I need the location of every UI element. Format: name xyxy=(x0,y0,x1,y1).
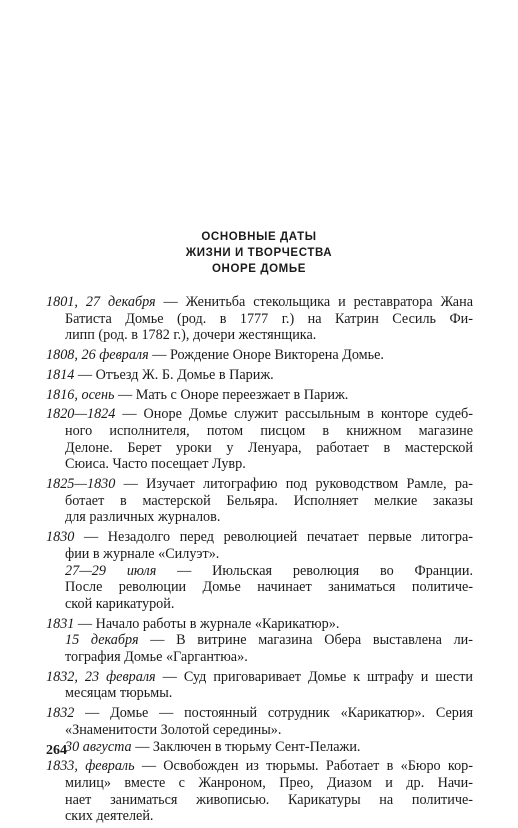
entry-date: 1831 xyxy=(46,615,75,632)
entry-line xyxy=(0,739,518,756)
entry-text: тография Домье «Гаргантюа». xyxy=(65,649,248,666)
entry-text: — Мать с Оноре переезжает в Париж. xyxy=(114,386,349,403)
heading-line-1: ОСНОВНЫЕ ДАТЫ xyxy=(201,231,317,243)
entry-date: 1830 xyxy=(46,529,75,546)
entry-date: 1808, 26 февраля xyxy=(46,347,149,364)
entry-line xyxy=(0,327,518,344)
chronology-list xyxy=(0,294,518,828)
entry-text: липп (род. в 1782 г.), дочери жестянщика. xyxy=(65,327,317,344)
entry-line xyxy=(0,509,518,526)
entry-date: 1833, февраль xyxy=(46,758,135,775)
entry-text: для различных журналов. xyxy=(65,509,221,526)
entry-date: 30 августа xyxy=(65,738,132,755)
chronology-entry xyxy=(0,616,518,666)
entry-text: — Суд приговаривает Домье к штрафу и шести xyxy=(155,668,474,685)
entry-text: — Женитьба стекольщика и реставратора Жана xyxy=(155,294,473,310)
entry-text: ботает в мастерской Бельяра. Исполняет мелкие заказы xyxy=(65,492,473,509)
chronology-heading xyxy=(0,229,518,277)
entry-text: — Освобожден из тюрьмы. Работает в «Бюро кор- xyxy=(134,758,474,775)
chronology-entry xyxy=(0,669,518,702)
chronology-entry xyxy=(0,476,518,526)
entry-text: — Незадолго перед революцией печатает первые литогра- xyxy=(74,529,473,546)
entry-first-line xyxy=(0,294,518,311)
entry-text: — Оноре Домье служит рассыльным в конторе судеб- xyxy=(115,406,473,423)
entry-text: Сюиса. Часто посещает Лувр. xyxy=(65,456,246,473)
entry-text: нает заниматься живописью. Карикатуры на политиче- xyxy=(65,791,473,808)
entry-first-line xyxy=(0,406,518,423)
entry-line xyxy=(0,649,518,666)
entry-date: 15 декабря xyxy=(65,632,139,649)
entry-text: — Июльская революция во Франции. xyxy=(156,562,473,579)
entry-line xyxy=(0,456,518,473)
entry-line xyxy=(0,546,518,563)
entry-first-line xyxy=(0,758,518,775)
heading-line-3: ОНОРЕ ДОМЬЕ xyxy=(212,263,306,275)
entry-first-line xyxy=(0,616,518,633)
page-number: 264 xyxy=(46,743,67,758)
entry-text: — Домье — постоянный сотрудник «Карикатюр». Серия xyxy=(74,705,473,722)
entry-line xyxy=(0,579,518,596)
entry-text: После революции Домье начинает заниматься политиче- xyxy=(65,579,473,596)
entry-first-line xyxy=(0,476,518,493)
entry-first-line xyxy=(0,347,518,364)
entry-date: 1832, 23 февраля xyxy=(46,668,156,685)
heading-line-2: ЖИЗНИ И ТВОРЧЕСТВА xyxy=(185,247,333,259)
entry-text: ских деятелей. xyxy=(65,808,154,825)
entry-text: — Рождение Оноре Викторена Домье. xyxy=(148,347,384,364)
entry-date: 1814 xyxy=(46,366,75,383)
entry-line xyxy=(0,423,518,440)
entry-text: — Заключен в тюрьму Сент-Пелажи. xyxy=(131,738,361,755)
entry-text: месяцам тюрьмы. xyxy=(65,685,173,702)
chronology-entry xyxy=(0,705,518,755)
entry-line xyxy=(0,722,518,739)
chronology-entry xyxy=(0,529,518,613)
entry-date: 27—29 июля xyxy=(65,562,157,579)
entry-text: Делоне. Берет уроки у Ленуара, работает в мастерской xyxy=(65,439,473,456)
chronology-entry xyxy=(0,758,518,825)
entry-line xyxy=(0,775,518,792)
chronology-entry xyxy=(0,387,518,404)
entry-line xyxy=(0,311,518,328)
entry-text: ного исполнителя, потом писцом в книжном магазине xyxy=(65,422,473,439)
entry-first-line xyxy=(0,669,518,686)
entry-line xyxy=(0,792,518,809)
entry-date: 1820—1824 xyxy=(46,406,116,423)
entry-text: Батиста Домье (род. в 1777 г.) на Катрин Сесиль Фи- xyxy=(65,310,473,327)
chronology-entry xyxy=(0,347,518,364)
entry-line xyxy=(0,808,518,825)
entry-first-line xyxy=(0,529,518,546)
entry-text: ской карикатурой. xyxy=(65,595,175,612)
entry-text: — Отъезд Ж. Б. Домье в Париж. xyxy=(74,366,274,383)
entry-text: — Начало работы в журнале «Карикатюр». xyxy=(74,615,340,632)
entry-line xyxy=(0,632,518,649)
entry-date: 1832 xyxy=(46,705,75,722)
entry-first-line xyxy=(0,705,518,722)
entry-text: — В витрине магазина Обера выставлена ли- xyxy=(138,632,473,649)
chronology-entry xyxy=(0,294,518,344)
entry-date: 1816, осень xyxy=(46,386,115,403)
entry-first-line xyxy=(0,367,518,384)
entry-line xyxy=(0,440,518,457)
entry-text: «Знаменитости Золотой середины». xyxy=(65,721,282,738)
entry-text: милиц» вместе с Жанроном, Прео, Диазом и др. Начи- xyxy=(65,774,473,791)
chronology-entry xyxy=(0,406,518,473)
entry-line xyxy=(0,596,518,613)
chronology-entry xyxy=(0,367,518,384)
entry-text: фии в журнале «Силуэт». xyxy=(65,545,220,562)
entry-first-line xyxy=(0,387,518,404)
entry-text: — Изучает литографию под руководством Рамле, ра- xyxy=(115,476,473,493)
entry-date: 1801, 27 декабря xyxy=(46,294,156,310)
entry-line xyxy=(0,563,518,580)
entry-line xyxy=(0,685,518,702)
entry-line xyxy=(0,493,518,510)
entry-date: 1825—1830 xyxy=(46,476,116,493)
